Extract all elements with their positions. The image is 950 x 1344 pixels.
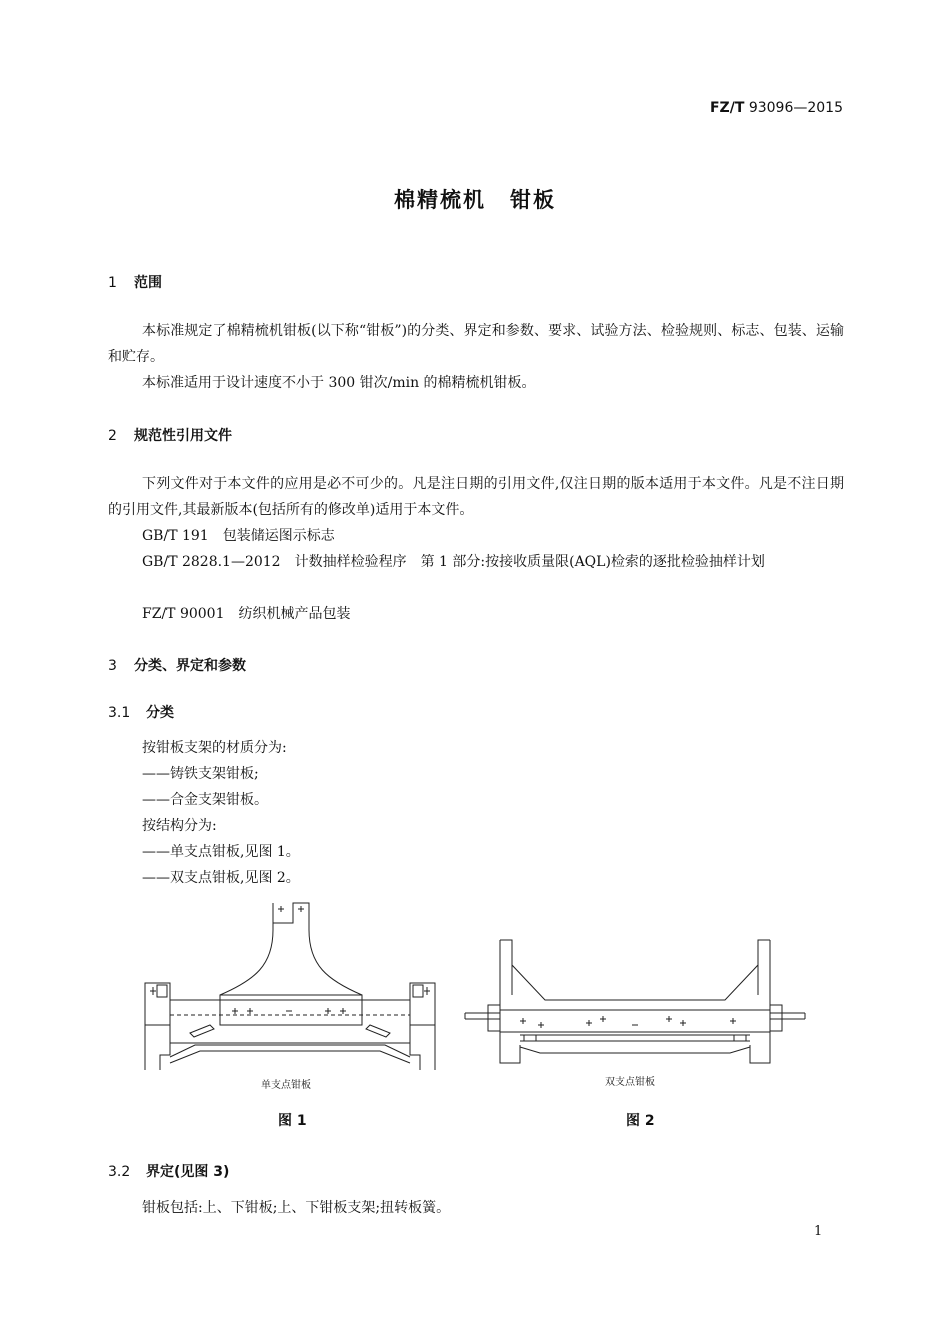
section-1-paragraph-1: 本标准规定了棉精梳机钳板(以下称“钳板”)的分类、界定和参数、要求、试验方法、检验规则、标志、包装、运输和贮存。: [108, 323, 844, 365]
figure-2-caption: 双支点钳板: [605, 1077, 655, 1088]
standard-prefix: FZ/T: [709, 100, 745, 116]
figure-1-drawing: [140, 895, 440, 1075]
page-number: 1: [814, 1224, 823, 1239]
list-item: 按钳板支架的材质分为:: [142, 740, 287, 756]
title-part1: 棉精梳机: [394, 188, 486, 212]
title-part2: 钳板: [510, 188, 556, 212]
section-3-heading: 3 分类、界定和参数: [108, 658, 246, 674]
classification-list: [142, 735, 300, 891]
reference-gbt191: GB/T 191 包装储运图示标志: [142, 528, 335, 544]
section-3-2-heading: 3.2 界定(见图 3): [108, 1164, 230, 1180]
figure-2-label: 图 2: [626, 1113, 655, 1129]
section-2-heading: 2 规范性引用文件: [108, 428, 232, 444]
standard-code: 93096—2015: [748, 100, 843, 116]
section-3-1-heading: 3.1 分类: [108, 705, 174, 721]
list-item: ——合金支架钳板。: [142, 792, 268, 808]
list-item: 按结构分为:: [142, 818, 217, 834]
reference-fzt90001: FZ/T 90001 纺织机械产品包装: [142, 606, 351, 622]
list-item: ——单支点钳板,见图 1。: [142, 844, 300, 860]
section-2-paragraph-1: 下列文件对于本文件的应用是必不可少的。凡是注日期的引用文件,仅注日期的版本适用于本文件。凡是不注日期的引用文件,其最新版本(包括所有的修改单)适用于本文件。: [108, 476, 844, 518]
page-title: [0, 184, 950, 214]
section-1-paragraph-2: 本标准适用于设计速度不小于 300 钳次/min 的棉精梳机钳板。: [142, 375, 536, 391]
figure-1-label: 图 1: [278, 1113, 307, 1129]
list-item: ——双支点钳板,见图 2。: [142, 870, 300, 886]
section-1-heading: 1 范围: [108, 275, 162, 291]
standard-number: [710, 100, 843, 116]
figure-1-caption: 单支点钳板: [261, 1080, 311, 1091]
section-3-2-paragraph: 钳板包括:上、下钳板;上、下钳板支架;扭转板簧。: [142, 1200, 451, 1216]
figure-2-drawing: [460, 935, 810, 1070]
reference-gbt2828: GB/T 2828.1—2012 计数抽样检验程序 第 1 部分:按接收质量限(AQL)检索的逐批检验抽样计划: [142, 554, 765, 570]
list-item: ——铸铁支架钳板;: [142, 766, 259, 782]
